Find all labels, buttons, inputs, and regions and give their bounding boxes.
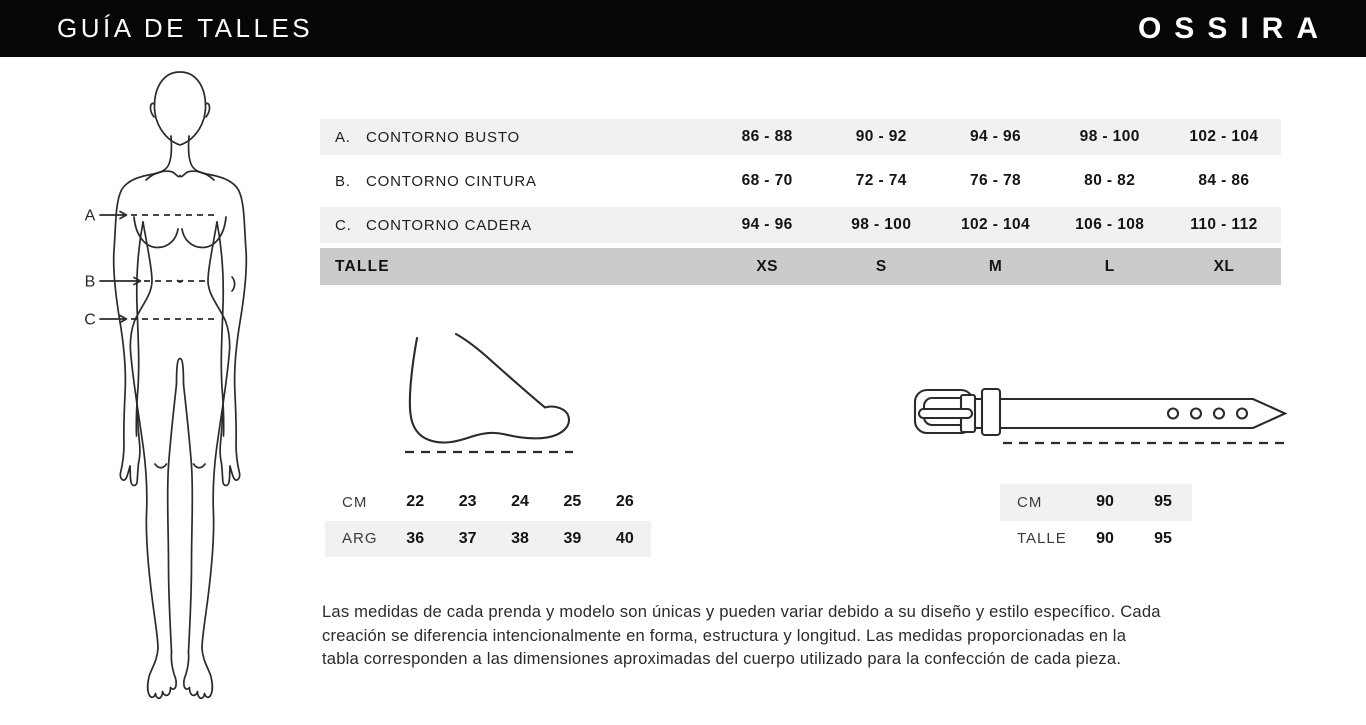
cell-value: 90	[1096, 493, 1114, 511]
cell-value: 94 - 96	[741, 216, 793, 233]
cell-value: 25	[563, 493, 582, 511]
shoe-row-arg: ARG 36 37 38 39 40	[325, 521, 651, 558]
cell-value: 68 - 70	[741, 172, 793, 189]
row-label: B. CONTORNO CINTURA	[335, 172, 537, 190]
size-m: M	[988, 257, 1003, 275]
cell-value: 90	[1096, 529, 1114, 547]
page-title: GUÍA DE TALLES	[57, 13, 314, 43]
cell-value: 26	[615, 493, 634, 511]
size-xs: XS	[756, 257, 778, 275]
cell-value: 39	[563, 529, 582, 547]
cell-value: 22	[406, 493, 425, 511]
cell-value: 94 - 96	[969, 128, 1022, 145]
cell-value: 37	[458, 529, 477, 547]
cell-value: 40	[615, 529, 634, 547]
disclaimer-line: Las medidas de cada prenda y modelo son únicas y pueden variar debido a su diseño y estilo específico. Cada	[322, 602, 1161, 621]
size-xl: XL	[1213, 257, 1235, 275]
cell-value: 84 - 86	[1198, 172, 1250, 189]
brand-logo: OSSIRA	[1137, 11, 1331, 45]
belt-prong	[919, 409, 972, 418]
female-figure-illustration	[60, 64, 300, 725]
clavicle-line	[146, 171, 214, 180]
hip-label: C	[84, 311, 96, 329]
cell-value: 24	[511, 493, 529, 511]
cell-value: 90 - 92	[855, 128, 907, 145]
waist-label: B	[84, 273, 96, 291]
table-row-waist	[320, 163, 1281, 199]
cell-value: 72 - 74	[855, 172, 907, 189]
shoe-size-table	[325, 484, 651, 557]
bust-label: A	[84, 207, 96, 225]
cell-value: 110 - 112	[1190, 216, 1258, 233]
size-l: L	[1104, 257, 1115, 275]
size-s: S	[875, 257, 887, 275]
cell-value: 98 - 100	[851, 216, 912, 233]
cell-value: 36	[406, 529, 425, 547]
belt-keeper	[982, 389, 1000, 435]
cell-value: 106 - 108	[1075, 216, 1145, 233]
cell-value: 38	[511, 529, 529, 547]
cell-value: 102 - 104	[1189, 128, 1259, 145]
row-label: C. CONTORNO CADERA	[335, 216, 532, 234]
cell-value: 86 - 88	[741, 128, 793, 145]
belt-row-talle: TALLE 90 95	[1000, 521, 1192, 558]
belt-size-table	[1000, 484, 1192, 557]
cell-value: 80 - 82	[1084, 172, 1136, 189]
table-row-talle	[320, 248, 1281, 285]
belt-row-cm: CM 90 95	[1000, 484, 1192, 521]
row-label: A. CONTORNO BUSTO	[335, 128, 520, 146]
header-bar	[0, 0, 1366, 57]
cell-value: 95	[1154, 529, 1172, 547]
cell-value: 76 - 78	[969, 172, 1022, 189]
disclaimer-line: tabla corresponden a las dimensiones aproximadas del cuerpo utilizado para la confección de cada pieza.	[322, 649, 1122, 669]
disclaimer-line: creación se diferencia intencionalmente en forma, estructura y longitud. Las medidas proporcionadas en la	[322, 625, 1127, 645]
cell-value: 95	[1154, 493, 1172, 511]
cell-value: 23	[458, 493, 477, 511]
row-label: TALLE	[335, 257, 390, 275]
cell-value: 102 - 104	[960, 216, 1031, 233]
foot-illustration	[395, 330, 580, 460]
cell-value: 98 - 100	[1079, 128, 1140, 145]
shoe-row-cm: CM 22 23 24 25 26	[325, 484, 651, 521]
table-row-bust	[320, 119, 1281, 155]
table-row-hip	[320, 207, 1281, 243]
belt-illustration	[905, 378, 1290, 448]
disclaimer-text	[322, 600, 1322, 671]
